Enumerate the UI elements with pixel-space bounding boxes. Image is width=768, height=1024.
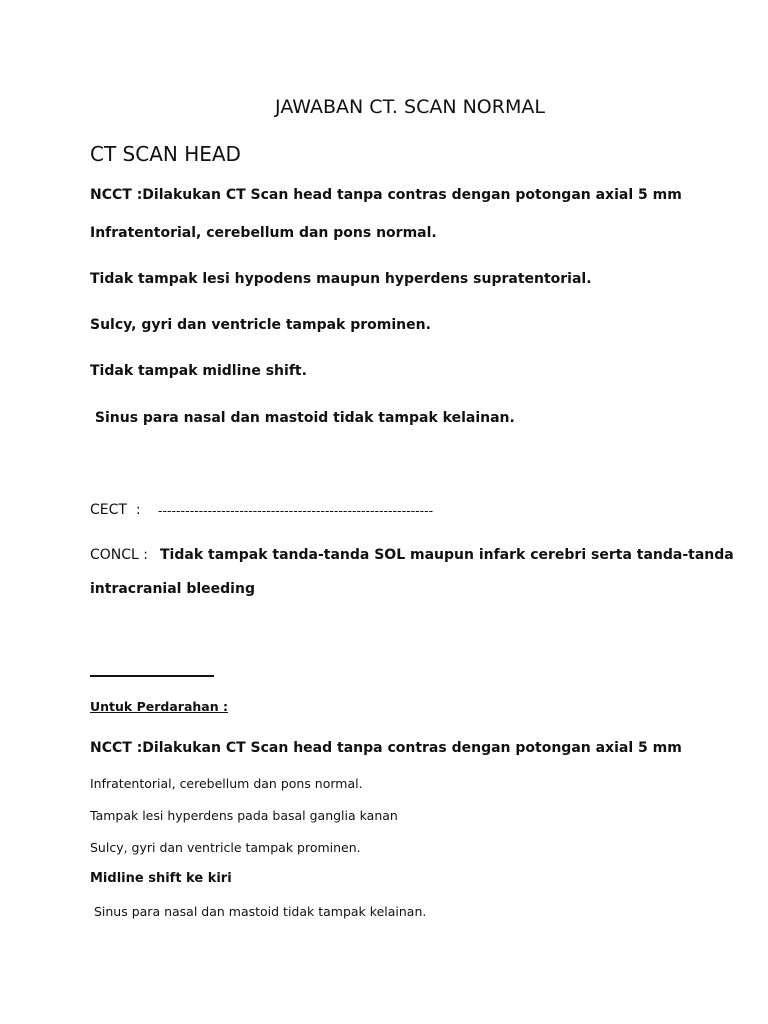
bleeding-heading: Untuk Perdarahan : [90,699,228,714]
finding-line-5: Sinus para nasal dan mastoid tidak tampak kelainan. [90,410,515,426]
bleeding-line-5: Sinus para nasal dan mastoid tidak tampak kelainan. [90,904,427,919]
cect-value: ------------------------------------------------------------- [158,503,434,518]
bleeding-line-1: Infratentorial, cerebellum dan pons normal. [90,776,363,791]
finding-line-1: Infratentorial, cerebellum dan pons normal. [90,225,437,241]
concl-line-2: intracranial bleeding [90,581,255,597]
concl-line-1: Tidak tampak tanda-tanda SOL maupun infark cerebri serta tanda-tanda [160,547,734,563]
document-title: JAWABAN CT. SCAN NORMAL [275,96,545,118]
bleeding-line-2: Tampak lesi hyperdens pada basal ganglia kanan [90,808,398,823]
finding-line-3: Sulcy, gyri dan ventricle tampak prominen. [90,317,431,333]
cect-label: CECT : [90,502,141,518]
bleeding-line-3: Sulcy, gyri dan ventricle tampak prominen. [90,840,361,855]
bleeding-ncct-line: NCCT :Dilakukan CT Scan head tanpa contras dengan potongan axial 5 mm [90,740,682,756]
bleeding-line-4: Midline shift ke kiri [90,871,232,886]
concl-label: CONCL : [90,547,149,563]
section-divider [90,675,214,677]
ncct-line: NCCT :Dilakukan CT Scan head tanpa contras dengan potongan axial 5 mm [90,187,682,203]
finding-line-2: Tidak tampak lesi hypodens maupun hyperdens supratentorial. [90,271,592,287]
section-heading: CT SCAN HEAD [90,142,241,166]
finding-line-4: Tidak tampak midline shift. [90,363,307,379]
